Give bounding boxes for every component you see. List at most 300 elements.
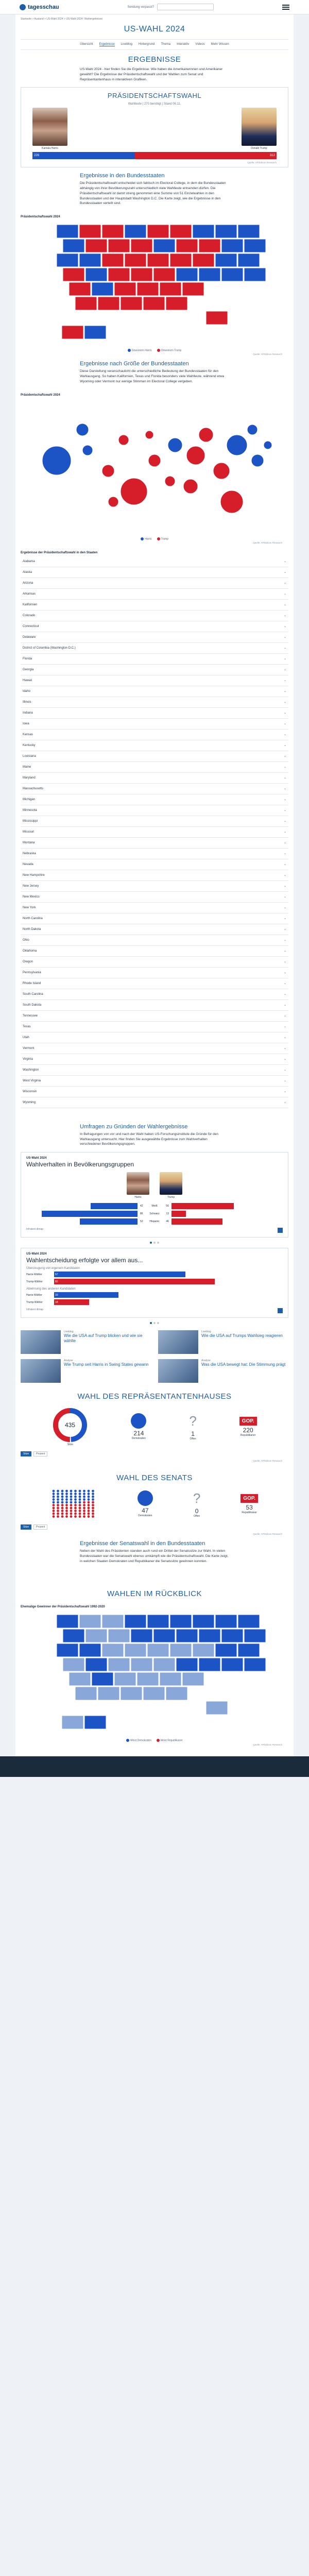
state-shape[interactable]	[221, 239, 243, 252]
state-row[interactable]	[21, 794, 288, 805]
chevron-down-icon: ⌄	[283, 906, 286, 910]
tab-hintergrund[interactable]: Hintergrund	[139, 43, 155, 46]
senate-seat	[79, 1501, 81, 1504]
state-shape[interactable]	[193, 225, 214, 238]
state-shape[interactable]	[166, 1687, 187, 1700]
state-row[interactable]	[21, 989, 288, 1000]
senate-toggle	[21, 1522, 288, 1532]
state-shape[interactable]	[84, 326, 106, 339]
search-area	[127, 4, 214, 10]
chevron-down-icon: ⌄	[283, 733, 286, 737]
senate-seat	[92, 1496, 94, 1498]
teaser-link[interactable]	[21, 1330, 151, 1354]
state-row[interactable]	[21, 1054, 288, 1065]
electoral-bar	[32, 152, 277, 159]
state-shape[interactable]	[160, 1672, 181, 1686]
state-shape[interactable]	[147, 1643, 169, 1657]
state-shape[interactable]	[170, 1615, 192, 1628]
tab-mehr-wissen[interactable]: Mehr Wissen	[211, 43, 229, 46]
state-shape[interactable]	[108, 1629, 130, 1642]
state-name: Missouri	[23, 830, 35, 834]
teaser-title: Was die USA bewegt hat: Die Stimmung prägt	[201, 1362, 286, 1367]
state-row[interactable]	[21, 870, 288, 881]
state-bubble[interactable]	[121, 478, 147, 505]
state-shape[interactable]	[215, 1615, 237, 1628]
motivation-row	[26, 1299, 283, 1305]
state-shape[interactable]	[170, 1643, 192, 1657]
carousel-dots[interactable]	[21, 1322, 288, 1324]
harris-photo	[127, 1172, 149, 1195]
state-shape[interactable]	[221, 1658, 243, 1671]
survey-card-groups: US-Wahl 2024 Wahlverhalten in Bevölkerungsgruppen Harris Trump 42 Weiß 56 86 Schwarz 13 52 Hispanic 46 Infratest dimap	[21, 1152, 288, 1238]
state-bubble[interactable]	[118, 435, 129, 445]
house-donut	[52, 1407, 88, 1443]
state-bubble[interactable]	[145, 431, 153, 439]
senate-seat	[88, 1515, 90, 1518]
tab-ergebnisse[interactable]: Ergebnisse	[99, 43, 115, 46]
legend-rep: Trump	[157, 537, 168, 540]
state-shape[interactable]	[57, 253, 78, 267]
row-label: Trump-Wähler	[26, 1300, 43, 1304]
candidate-trump: Donald Trump	[242, 108, 277, 150]
source-note: Quelle: AP/Edison Research	[253, 541, 282, 544]
state-shape[interactable]	[153, 268, 175, 281]
state-shape[interactable]	[108, 239, 130, 252]
state-shape[interactable]	[206, 1701, 228, 1715]
state-shape[interactable]	[176, 239, 198, 252]
trump-votes: 312	[135, 152, 277, 159]
state-shape[interactable]	[170, 253, 192, 267]
senate-seat	[61, 1504, 64, 1506]
state-shape[interactable]	[215, 225, 237, 238]
trump-photo	[242, 108, 277, 146]
state-shape[interactable]	[125, 1643, 146, 1657]
state-row[interactable]	[21, 730, 288, 740]
state-shape[interactable]	[147, 253, 169, 267]
senate-seat	[79, 1513, 81, 1515]
tab-thema[interactable]: Thema	[161, 43, 171, 46]
state-shape[interactable]	[114, 1672, 136, 1686]
state-shape[interactable]	[153, 239, 175, 252]
senate-seat	[83, 1513, 85, 1515]
state-shape[interactable]	[84, 1716, 106, 1729]
tab-videos[interactable]: Videos	[195, 43, 205, 46]
dem-value: 42	[140, 1205, 143, 1208]
state-shape[interactable]	[160, 282, 181, 296]
senate-seat	[57, 1513, 59, 1515]
state-row[interactable]	[21, 719, 288, 730]
senate-seat	[70, 1498, 73, 1501]
state-shape[interactable]	[85, 1629, 107, 1642]
article-text: Diese Darstellung veranschaulicht die unterschiedliche Bedeutung der Bundesstaaten für den Wahlausgang. So haben Kalifornien, Texas und Florida besonders viele Wahlleute, während etwa Wyoming oder Vermont nur wenige Stimmen im Electoral College vergeben.	[80, 369, 225, 383]
state-bubble-map[interactable]	[21, 399, 288, 533]
state-name: Vermont	[23, 1046, 35, 1050]
article-text: Neben der Wahl des Präsidenten standen auch rund ein Drittel der Senatssitze zur Wahl. In vielen Bundesstaaten war die Senatswahl ebenso umkämpft wie die Präsidentschaftswahl. Die Karte zeigt, in welchen Staaten Demokraten und Republikaner die Senatssitze gewinnen konnten.	[80, 1549, 229, 1563]
senate-seat	[79, 1496, 81, 1498]
state-shape[interactable]	[108, 268, 130, 281]
breadcrumb[interactable]: Startseite > Ausland > US-Wahl 2024 > US-Wahl 2024: Wahlergebnisse	[21, 18, 103, 21]
state-bubble[interactable]	[251, 454, 264, 467]
donkey-icon	[131, 1413, 146, 1429]
state-bubble[interactable]	[186, 446, 205, 465]
state-name: Illinois	[23, 700, 31, 704]
menu-icon[interactable]	[282, 5, 289, 10]
senate-seat	[61, 1501, 64, 1504]
state-row[interactable]	[21, 827, 288, 838]
dem-bar	[42, 1211, 138, 1217]
motivation-row	[26, 1292, 283, 1298]
state-shape[interactable]	[131, 239, 152, 252]
state-name: Kansas	[23, 733, 33, 736]
state-row[interactable]	[21, 784, 288, 794]
state-shape[interactable]	[176, 1658, 198, 1671]
chevron-down-icon: ⌄	[283, 690, 286, 693]
state-shape[interactable]	[63, 268, 84, 281]
state-shape[interactable]	[85, 1658, 107, 1671]
teaser-title: Wie die USA auf Trumps Wahlsieg reagieren	[201, 1333, 283, 1338]
state-shape[interactable]	[215, 1643, 237, 1657]
state-name: Florida	[23, 657, 32, 660]
state-shape[interactable]	[238, 1643, 260, 1657]
state-row[interactable]	[21, 1022, 288, 1032]
state-shape[interactable]	[125, 253, 146, 267]
senate-seat	[83, 1507, 85, 1510]
senate-seat	[79, 1493, 81, 1495]
state-row[interactable]	[21, 578, 288, 589]
state-bubble[interactable]	[183, 479, 198, 494]
state-shape[interactable]	[98, 297, 119, 310]
state-bubble[interactable]	[220, 490, 243, 513]
state-shape[interactable]	[238, 1615, 260, 1628]
row-label: Trump-Wähler	[26, 1280, 43, 1283]
chip-percent[interactable]: Prozent	[33, 1451, 47, 1456]
state-shape[interactable]	[121, 1687, 142, 1700]
state-shape[interactable]	[92, 1672, 113, 1686]
state-row[interactable]	[21, 567, 288, 578]
state-shape[interactable]	[63, 239, 84, 252]
search-input[interactable]	[157, 4, 214, 10]
state-row[interactable]	[21, 881, 288, 892]
state-row[interactable]	[21, 740, 288, 751]
senate-seat	[61, 1493, 64, 1495]
state-name: Idaho	[23, 689, 31, 693]
state-row[interactable]	[21, 654, 288, 665]
state-shape[interactable]	[102, 1615, 124, 1628]
state-row[interactable]	[21, 611, 288, 621]
state-row[interactable]	[21, 805, 288, 816]
state-row[interactable]	[21, 978, 288, 989]
teaser-link[interactable]	[21, 1359, 151, 1383]
value-bar: 33	[54, 1292, 118, 1298]
state-shape[interactable]	[193, 253, 214, 267]
state-shape[interactable]	[57, 225, 78, 238]
state-row[interactable]	[21, 589, 288, 600]
group-label: Weiß	[151, 1205, 158, 1208]
rep-bar	[171, 1211, 186, 1217]
senate-seat	[57, 1493, 59, 1495]
state-shape[interactable]	[92, 282, 113, 296]
state-bubble[interactable]	[42, 446, 71, 475]
state-bubble[interactable]	[108, 497, 118, 507]
states-accordion	[21, 556, 288, 1108]
state-row[interactable]	[21, 935, 288, 946]
state-shape[interactable]	[153, 1629, 175, 1642]
state-shape[interactable]	[147, 1615, 169, 1628]
senate-seat-grid	[51, 1488, 97, 1519]
tab-interaktiv[interactable]: Interaktiv	[177, 43, 190, 46]
senate-seat	[74, 1513, 77, 1515]
results-intro: US-Wahl 2024 - hier finden Sie die Ergebnisse: Wie haben die Amerikanerinnen und Amerikaner gewählt? Die Ergebnisse der Präsidentschaftswahl und der Wahlen zum Senat und Repräsentantenhaus in interaktiven Grafiken.	[80, 67, 223, 81]
senate-seat	[92, 1507, 94, 1510]
senate-seat	[83, 1515, 85, 1518]
teaser-title: Wie die USA auf Trump blicken und wie sie wählte	[64, 1333, 143, 1343]
rep-value: 13	[166, 1212, 169, 1216]
us-results-map[interactable]	[21, 221, 288, 344]
state-shape[interactable]	[206, 311, 228, 325]
state-name: Hawaii	[23, 679, 32, 682]
chevron-down-icon: ⌄	[283, 928, 286, 931]
state-row[interactable]	[21, 859, 288, 870]
teaser-link[interactable]	[158, 1359, 288, 1383]
state-row[interactable]	[21, 838, 288, 849]
state-row[interactable]	[21, 913, 288, 924]
senate-seat	[61, 1507, 64, 1510]
house-total: 435 Sitze	[52, 1407, 88, 1446]
state-shape[interactable]	[57, 1615, 78, 1628]
group-row	[26, 1203, 283, 1209]
state-bubble[interactable]	[148, 454, 161, 467]
president-widget	[21, 87, 288, 167]
senate-seat	[53, 1507, 55, 1510]
state-shape[interactable]	[182, 1672, 204, 1686]
state-row[interactable]	[21, 903, 288, 913]
state-row[interactable]	[21, 600, 288, 611]
state-row[interactable]	[21, 849, 288, 859]
state-shape[interactable]	[62, 326, 83, 339]
state-shape[interactable]	[125, 1615, 146, 1628]
state-bubble[interactable]	[76, 423, 89, 436]
state-row[interactable]	[21, 751, 288, 762]
chip-seats[interactable]: Sitze	[21, 1524, 31, 1530]
chevron-down-icon: ⌄	[283, 831, 286, 834]
chevron-down-icon: ⌄	[283, 939, 286, 942]
state-shape[interactable]	[108, 1658, 130, 1671]
state-shape[interactable]	[102, 253, 124, 267]
state-row[interactable]	[21, 665, 288, 675]
state-row[interactable]	[21, 762, 288, 773]
state-name: North Dakota	[23, 927, 41, 931]
row-label: Harris-Wähler	[26, 1293, 42, 1297]
state-shape[interactable]	[170, 225, 192, 238]
state-shape[interactable]	[131, 268, 152, 281]
chevron-down-icon: ⌄	[283, 809, 286, 812]
state-row[interactable]	[21, 1076, 288, 1087]
chip-seats[interactable]: Sitze	[21, 1451, 31, 1456]
state-shape[interactable]	[125, 225, 146, 238]
state-name: Tennessee	[23, 1014, 38, 1018]
state-row[interactable]	[21, 892, 288, 903]
state-shape[interactable]	[244, 239, 266, 252]
state-shape[interactable]	[166, 297, 187, 310]
state-shape[interactable]	[244, 1629, 266, 1642]
group-bars	[26, 1203, 283, 1225]
senate-seat	[57, 1496, 59, 1498]
state-shape[interactable]	[244, 268, 266, 281]
state-shape[interactable]	[85, 239, 107, 252]
tagesschau-logo[interactable]: tagesschau	[20, 4, 59, 10]
senate-seat	[65, 1496, 68, 1498]
house-open: ? 1 Offen	[189, 1413, 197, 1440]
state-bubble[interactable]	[213, 463, 230, 479]
state-row[interactable]	[21, 697, 288, 708]
state-shape[interactable]	[62, 1716, 83, 1729]
state-shape[interactable]	[63, 1658, 84, 1671]
chevron-down-icon: ⌄	[283, 679, 286, 683]
state-row[interactable]	[21, 816, 288, 827]
state-shape[interactable]	[238, 253, 260, 267]
state-row[interactable]	[21, 686, 288, 697]
state-name: Maryland	[23, 776, 36, 779]
senate-seat	[57, 1490, 59, 1493]
state-row[interactable]	[21, 1043, 288, 1054]
state-shape[interactable]	[143, 297, 165, 310]
card-candidates: Harris Trump	[26, 1172, 283, 1199]
state-row[interactable]	[21, 1065, 288, 1076]
senate-seat	[83, 1504, 85, 1506]
chevron-down-icon: ⌄	[283, 971, 286, 975]
state-shape[interactable]	[153, 1658, 175, 1671]
senate-seat	[65, 1507, 68, 1510]
state-row[interactable]	[21, 1097, 288, 1108]
state-row[interactable]	[21, 957, 288, 968]
senate-seat	[92, 1515, 94, 1518]
state-shape[interactable]	[199, 268, 220, 281]
senate-seat	[74, 1490, 77, 1493]
share-icon[interactable]	[278, 1308, 283, 1313]
state-shape[interactable]	[199, 239, 220, 252]
senate-seat	[61, 1490, 64, 1493]
row-label: Harris-Wähler	[26, 1273, 42, 1276]
state-shape[interactable]	[121, 297, 142, 310]
state-shape[interactable]	[199, 1658, 220, 1671]
state-bubble[interactable]	[247, 425, 258, 435]
chip-percent[interactable]: Prozent	[33, 1524, 47, 1530]
state-shape[interactable]	[79, 225, 101, 238]
state-shape[interactable]	[102, 1643, 124, 1657]
carousel-dots[interactable]	[21, 1242, 288, 1244]
state-row[interactable]	[21, 621, 288, 632]
state-shape[interactable]	[79, 1615, 101, 1628]
tab-uebersicht[interactable]: Übersicht	[80, 43, 93, 46]
state-shape[interactable]	[238, 225, 260, 238]
article-heading: Ergebnisse in den Bundesstaaten	[80, 173, 165, 179]
state-row[interactable]	[21, 1000, 288, 1011]
state-bubble[interactable]	[199, 428, 213, 442]
state-row[interactable]	[21, 1011, 288, 1022]
senate-seat	[70, 1501, 73, 1504]
chevron-down-icon: ⌄	[283, 798, 286, 802]
state-shape[interactable]	[221, 268, 243, 281]
chevron-down-icon: ⌄	[283, 820, 286, 823]
share-icon[interactable]	[278, 1228, 283, 1233]
senate-seat	[88, 1496, 90, 1498]
state-shape[interactable]	[114, 282, 136, 296]
chevron-down-icon: ⌄	[283, 1069, 286, 1072]
state-shape[interactable]	[79, 1643, 101, 1657]
state-shape[interactable]	[182, 282, 204, 296]
state-row[interactable]	[21, 708, 288, 719]
state-shape[interactable]	[199, 1629, 220, 1642]
state-shape[interactable]	[102, 225, 124, 238]
state-bubble[interactable]	[165, 476, 175, 486]
state-row[interactable]	[21, 1087, 288, 1097]
state-bubble[interactable]	[102, 465, 114, 477]
retro-map[interactable]	[21, 1611, 288, 1734]
state-shape[interactable]	[131, 1629, 152, 1642]
chevron-down-icon: ⌄	[283, 1047, 286, 1050]
state-bubble[interactable]	[168, 438, 182, 452]
state-bubble[interactable]	[82, 445, 93, 455]
state-shape[interactable]	[79, 253, 101, 267]
senate-seat	[61, 1496, 64, 1498]
state-shape[interactable]	[75, 297, 97, 310]
state-shape[interactable]	[85, 268, 107, 281]
state-row[interactable]	[21, 1032, 288, 1043]
state-row[interactable]	[21, 773, 288, 784]
chevron-down-icon: ⌄	[283, 722, 286, 726]
state-row[interactable]	[21, 675, 288, 686]
state-name: Kentucky	[23, 743, 36, 747]
state-shape[interactable]	[57, 1643, 78, 1657]
state-shape[interactable]	[143, 1687, 165, 1700]
tab-liveblog[interactable]: Liveblog	[121, 43, 133, 46]
state-row[interactable]	[21, 556, 288, 567]
state-shape[interactable]	[221, 1629, 243, 1642]
state-shape[interactable]	[137, 1672, 159, 1686]
state-shape[interactable]	[176, 268, 198, 281]
motivation-row	[26, 1272, 283, 1277]
chevron-down-icon: ⌄	[283, 582, 286, 585]
state-shape[interactable]	[244, 1658, 266, 1671]
state-shape[interactable]	[176, 1629, 198, 1642]
senate-seat	[88, 1510, 90, 1512]
state-shape[interactable]	[137, 282, 159, 296]
state-row[interactable]	[21, 643, 288, 654]
state-row[interactable]	[21, 924, 288, 935]
state-shape[interactable]	[131, 1658, 152, 1671]
senate-seat	[70, 1513, 73, 1515]
svg-text:435: 435	[65, 1421, 76, 1429]
state-shape[interactable]	[147, 225, 169, 238]
senate-seat	[65, 1490, 68, 1493]
state-bubble[interactable]	[264, 441, 272, 449]
state-shape[interactable]	[193, 1643, 214, 1657]
state-shape[interactable]	[193, 1615, 214, 1628]
state-row[interactable]	[21, 946, 288, 957]
state-shape[interactable]	[215, 253, 237, 267]
state-shape[interactable]	[98, 1687, 119, 1700]
state-shape[interactable]	[69, 282, 91, 296]
state-shape[interactable]	[69, 1672, 91, 1686]
state-row[interactable]	[21, 968, 288, 978]
state-row[interactable]	[21, 632, 288, 643]
state-shape[interactable]	[63, 1629, 84, 1642]
state-bubble[interactable]	[227, 435, 247, 455]
state-shape[interactable]	[75, 1687, 97, 1700]
chevron-down-icon: ⌄	[283, 614, 286, 618]
teaser-link[interactable]	[158, 1330, 288, 1354]
senate-seat	[74, 1507, 77, 1510]
